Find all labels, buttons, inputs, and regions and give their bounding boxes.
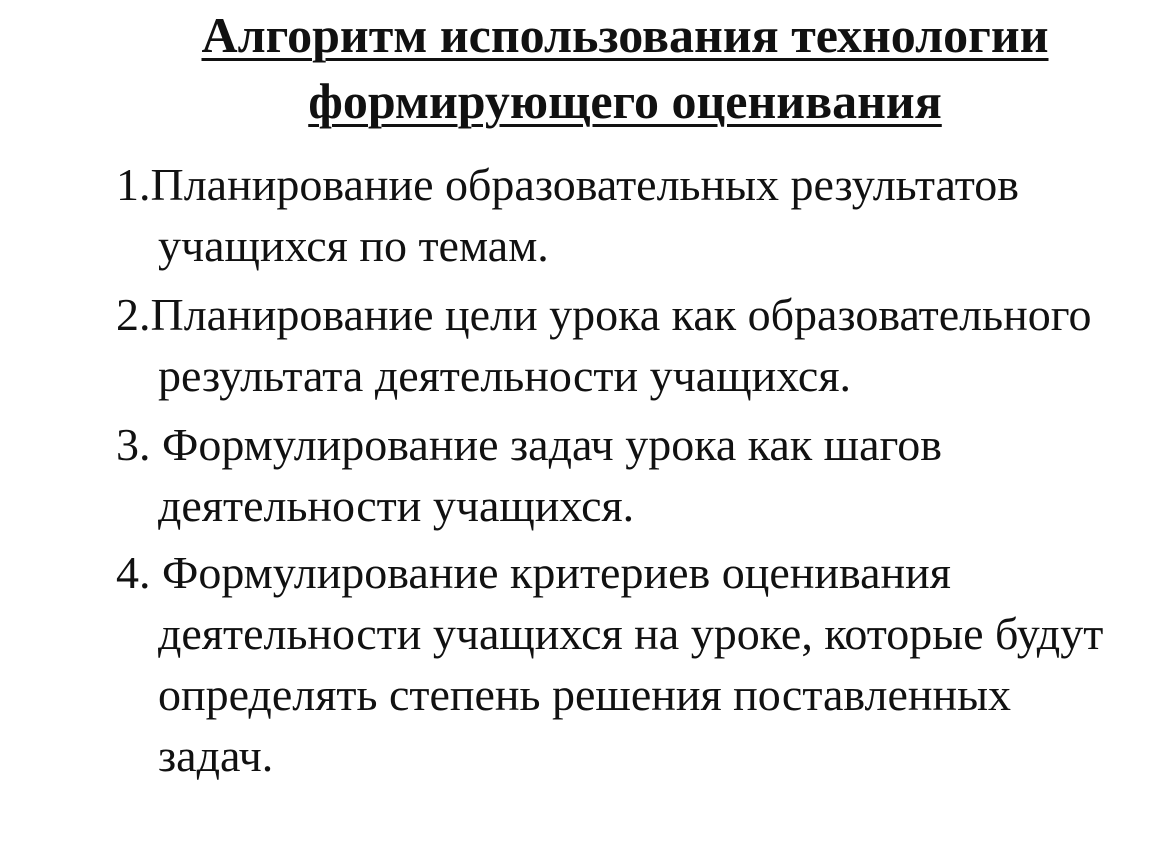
slide-title-line-2: формирующего оценивания <box>308 73 942 129</box>
list-item-step-4 <box>116 542 1136 786</box>
step-text: Формулирование задач урока как шагов деятельности учащихся. <box>158 419 942 531</box>
slide-title-line-1: Алгоритм использования технологии <box>201 7 1049 63</box>
step-text: Формулирование критериев оценивания деятельности учащихся на уроке, которые будут определять степень решения поставленных задач. <box>158 547 1104 781</box>
step-number: 3. <box>116 419 162 470</box>
step-number: 4. <box>116 547 162 598</box>
list-item-step-1 <box>116 154 1136 276</box>
algorithm-steps-list <box>116 154 1136 794</box>
slide-title <box>0 2 1150 134</box>
step-text: Планирование цели урока как образовательного результата деятельности учащихся. <box>150 289 1092 401</box>
step-number: 1. <box>116 159 151 210</box>
list-item-step-3 <box>116 414 1136 536</box>
step-text: Планирование образовательных результатов учащихся по темам. <box>150 159 1019 271</box>
step-number: 2. <box>116 289 151 340</box>
list-item-step-2 <box>116 284 1136 406</box>
